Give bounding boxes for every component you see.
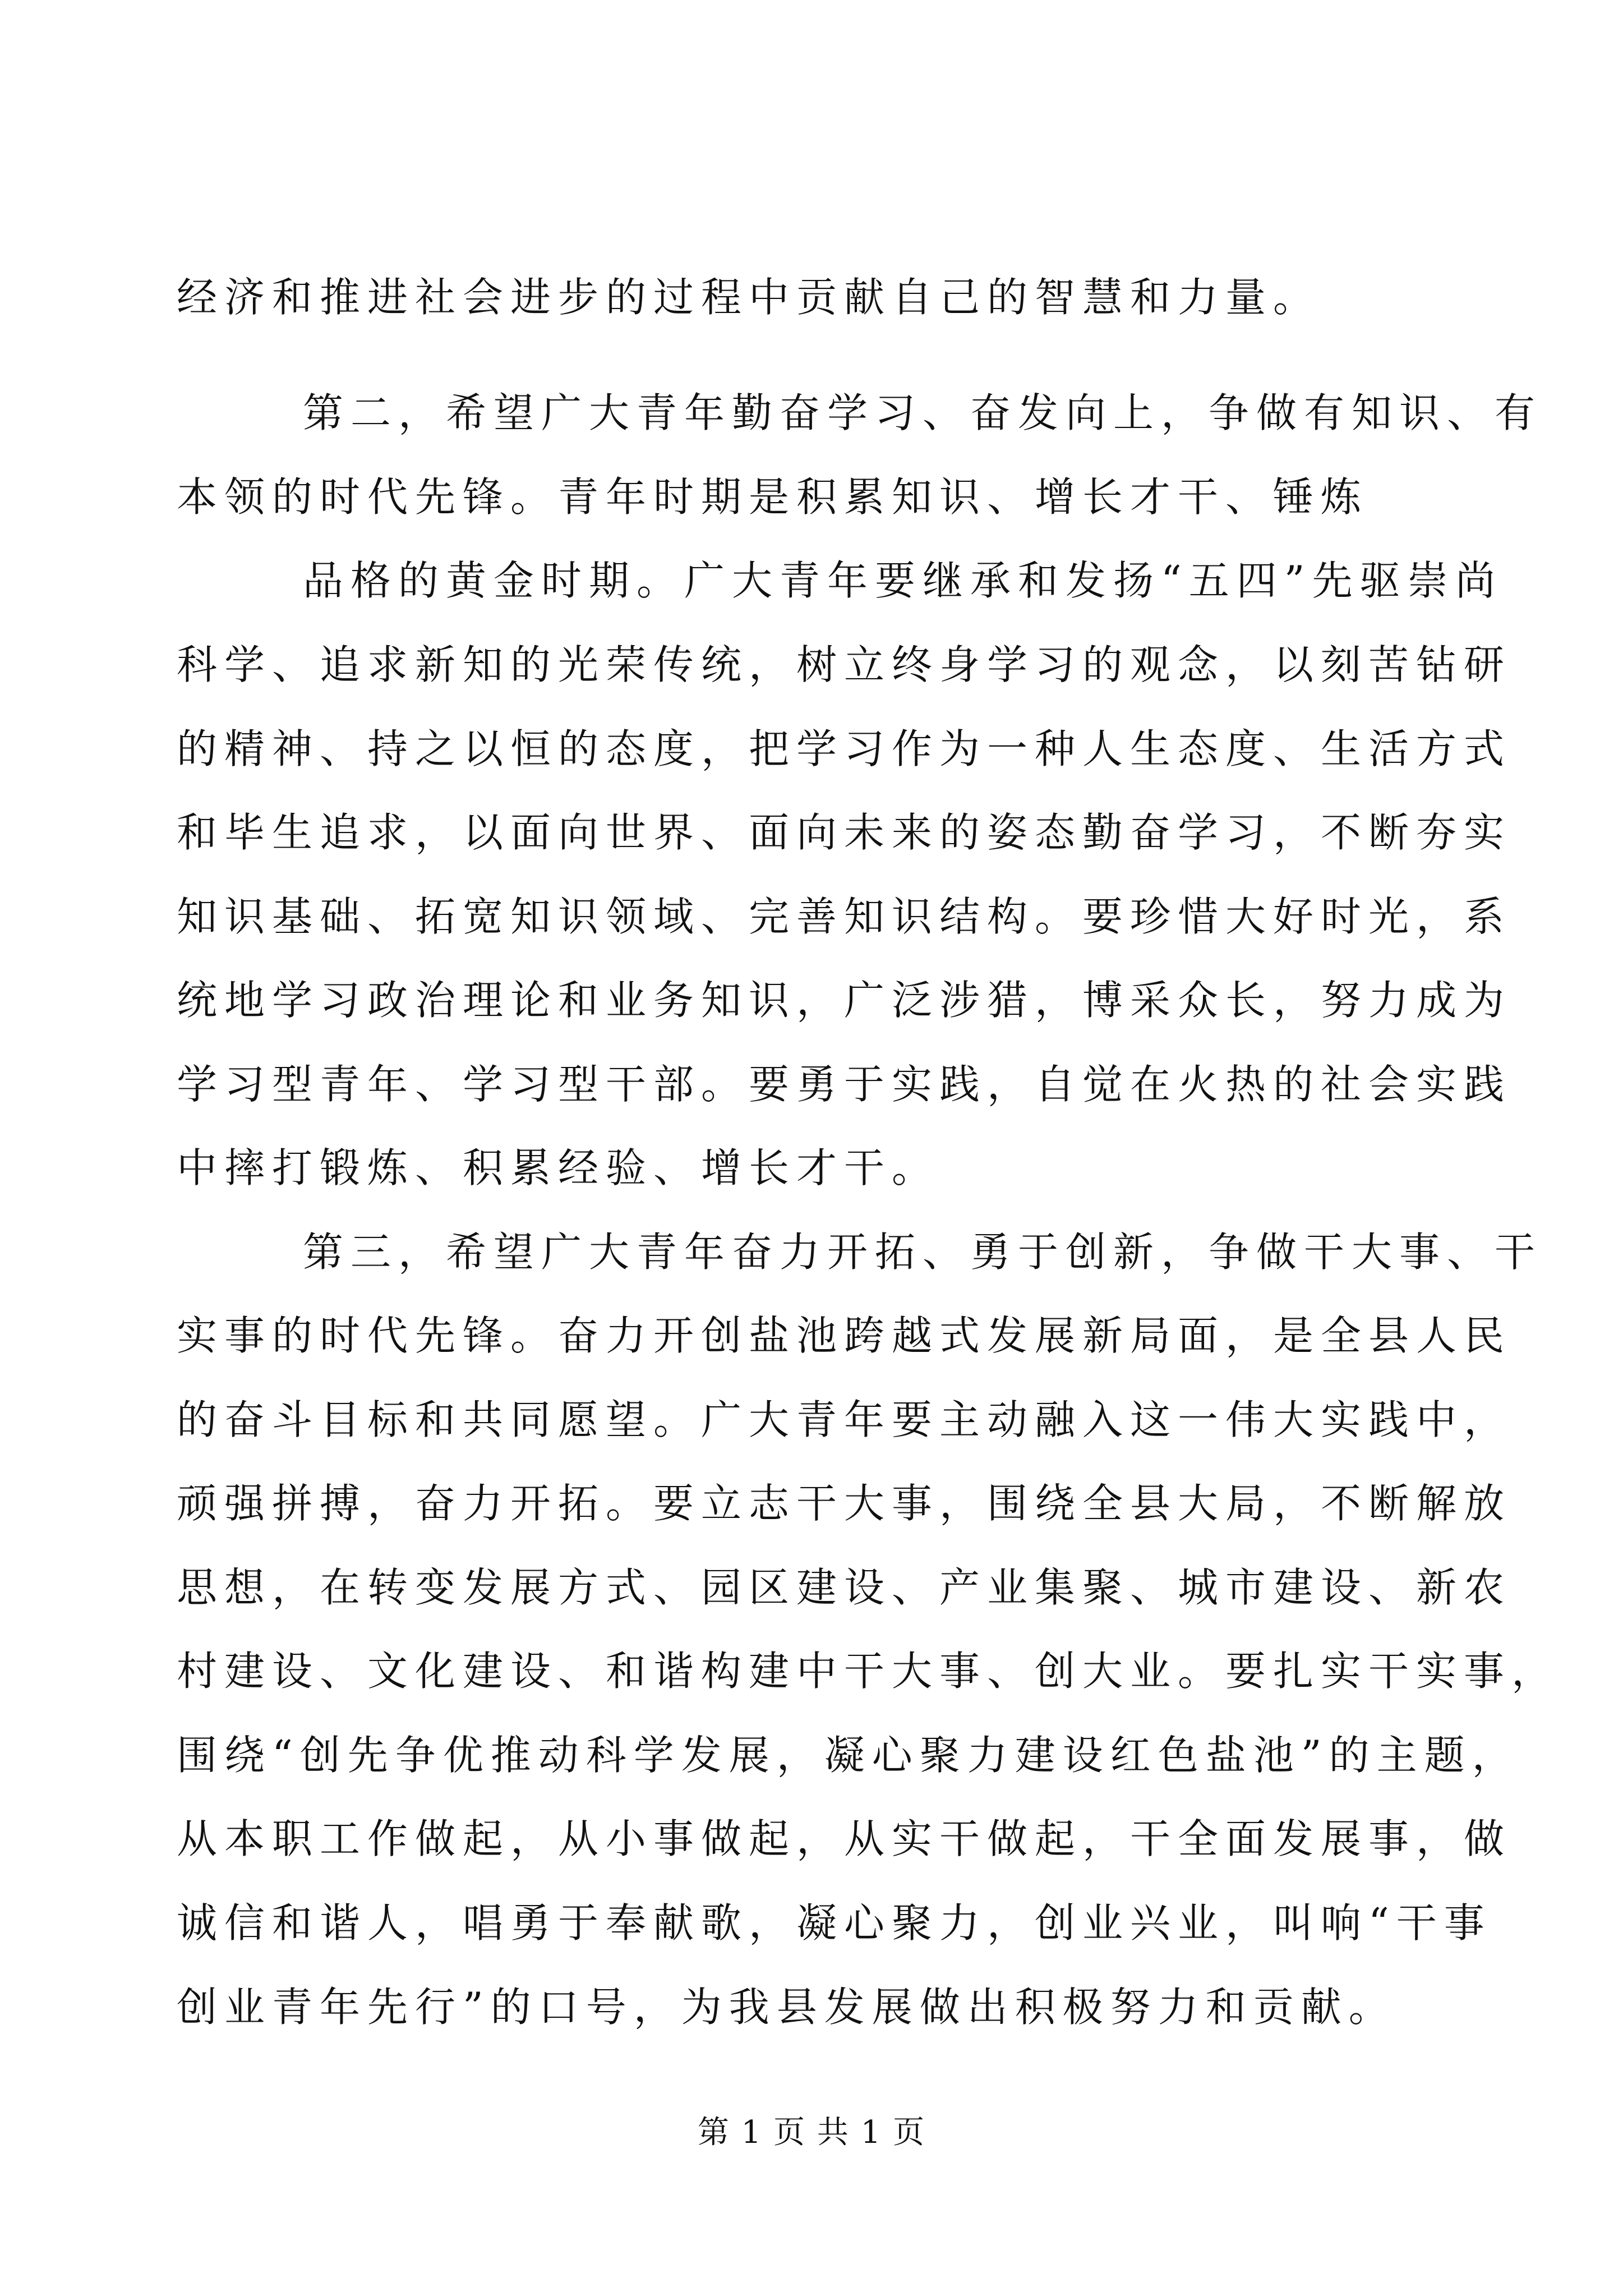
paragraph-line: 第二，希望广大青年勤奋学习、奋发向上，争做有知识、有 [303,389,1543,436]
paragraph-line: 第三，希望广大青年奋力开拓、勇于创新，争做干大事、干 [303,1228,1543,1276]
paragraph-line: 村建设、文化建设、和谐构建中干大事、创大业。要扎实干实事， [177,1648,1560,1695]
paragraph-line: 顽强拼搏，奋力开拓。要立志干大事，围绕全县大局，不断解放 [177,1480,1512,1527]
paragraph-line: 诚信和谐人，唱勇于奉献歌，凝心聚力，创业兴业，叫响“干事 [177,1899,1492,1947]
paragraph-line: 思想，在转变发展方式、园区建设、产业集聚、城市建设、新农 [177,1564,1512,1611]
paragraph-line: 本领的时代先锋。青年时期是积累知识、增长才干、锤炼 [177,473,1369,521]
paragraph-line: 和毕生追求，以面向世界、面向未来的姿态勤奋学习，不断夯实 [177,809,1512,856]
page-footer: 第 1 页 共 1 页 [697,2114,926,2151]
paragraph-line: 实事的时代先锋。奋力开创盐池跨越式发展新局面，是全县人民 [177,1312,1512,1359]
paragraph-line: 的奋斗目标和共同愿望。广大青年要主动融入这一伟大实践中， [177,1396,1512,1443]
paragraph-line: 统地学习政治理论和业务知识，广泛涉猎，博采众长，努力成为 [177,977,1512,1024]
paragraph-line: 中摔打锻炼、积累经验、增长才干。 [177,1144,940,1191]
paragraph-line: 的精神、持之以恒的态度，把学习作为一种人生态度、生活方式 [177,725,1512,772]
paragraph-line: 学习型青年、学习型干部。要勇于实践，自觉在火热的社会实践 [177,1061,1512,1108]
paragraph-line: 科学、追求新知的光荣传统，树立终身学习的观念，以刻苦钻研 [177,641,1512,688]
paragraph-line: 品格的黄金时期。广大青年要继承和发扬“五四”先驱崇尚 [303,557,1503,604]
paragraph-line: 从本职工作做起，从小事做起，从实干做起，干全面发展事，做 [177,1815,1512,1862]
paragraph-line: 创业青年先行”的口号，为我县发展做出积极努力和贡献。 [177,1984,1396,2031]
paragraph-line: 知识基础、拓宽知识领域、完善知识结构。要珍惜大好时光，系 [177,893,1512,940]
paragraph-line: 经济和推进社会进步的过程中贡献自己的智慧和力量。 [177,274,1321,321]
paragraph-line: 围绕“创先争优推动科学发展，凝心聚力建设红色盐池”的主题， [177,1732,1520,1779]
